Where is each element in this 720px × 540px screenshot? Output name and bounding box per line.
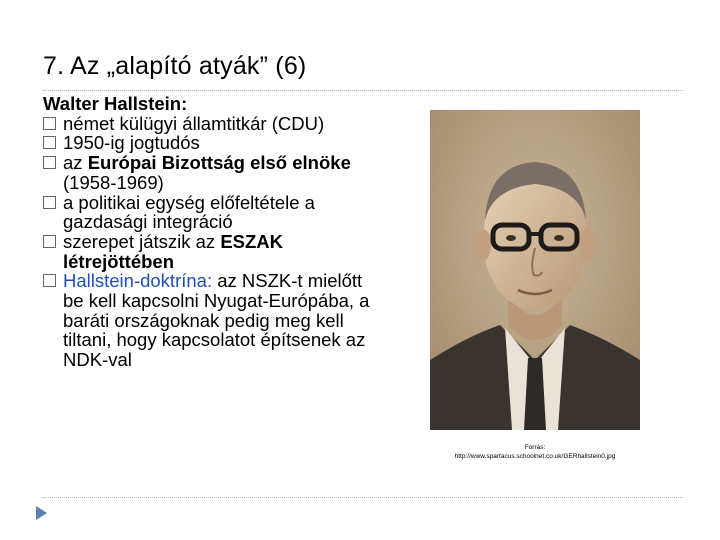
doctrine-link[interactable]: Hallstein-doktrína: — [63, 270, 213, 292]
bullet-item — [43, 133, 378, 153]
bullet-emphasis: Európai Bizottság első elnöke — [87, 152, 351, 174]
next-slide-arrow-icon[interactable] — [36, 506, 47, 520]
title-divider — [43, 90, 683, 91]
bullet-box-icon — [43, 136, 56, 149]
bullet-text: német külügyi államtitkár (CDU) — [63, 112, 325, 134]
bullet-emphasis: ESZAK létrejöttében — [63, 230, 284, 272]
slide-body — [43, 94, 378, 370]
bullet-box-icon — [43, 156, 56, 169]
bullet-text: (1958-1969) — [63, 171, 164, 193]
bullet-item — [43, 193, 378, 232]
person-heading: Walter Hallstein: — [43, 93, 188, 114]
source-label: Forrás: — [524, 444, 546, 451]
slide-title: 7. Az „alapító atyák” (6) — [43, 52, 307, 80]
bullet-item — [43, 153, 378, 192]
source-url: http://www.spartacus.schoolnet.co.uk/GERhallstein0.jpg — [454, 453, 616, 460]
bullet-box-icon — [43, 235, 56, 248]
bullet-item — [43, 271, 378, 370]
footer-divider — [43, 497, 683, 498]
bullet-box-icon — [43, 274, 56, 287]
bullet-item — [43, 232, 378, 271]
bullet-list — [43, 114, 378, 370]
bullet-box-icon — [43, 196, 56, 209]
bullet-text: szerepet játszik az — [63, 230, 221, 252]
bullet-box-icon — [43, 117, 56, 130]
bullet-text: az — [63, 152, 88, 174]
bullet-text: az NSZK-t mielőtt be kell kapcsolni Nyugat-Európába, a baráti országoknak pedig meg kell tiltani, hogy kapcsolatot építsenek az NDK-val — [63, 270, 370, 371]
image-source-caption — [430, 443, 640, 461]
portrait-photo — [430, 110, 640, 430]
bullet-text: 1950-ig jogtudós — [63, 132, 200, 154]
bullet-text: a politikai egység előfeltétele a gazdasági integráció — [63, 191, 315, 233]
bullet-item — [43, 114, 378, 134]
